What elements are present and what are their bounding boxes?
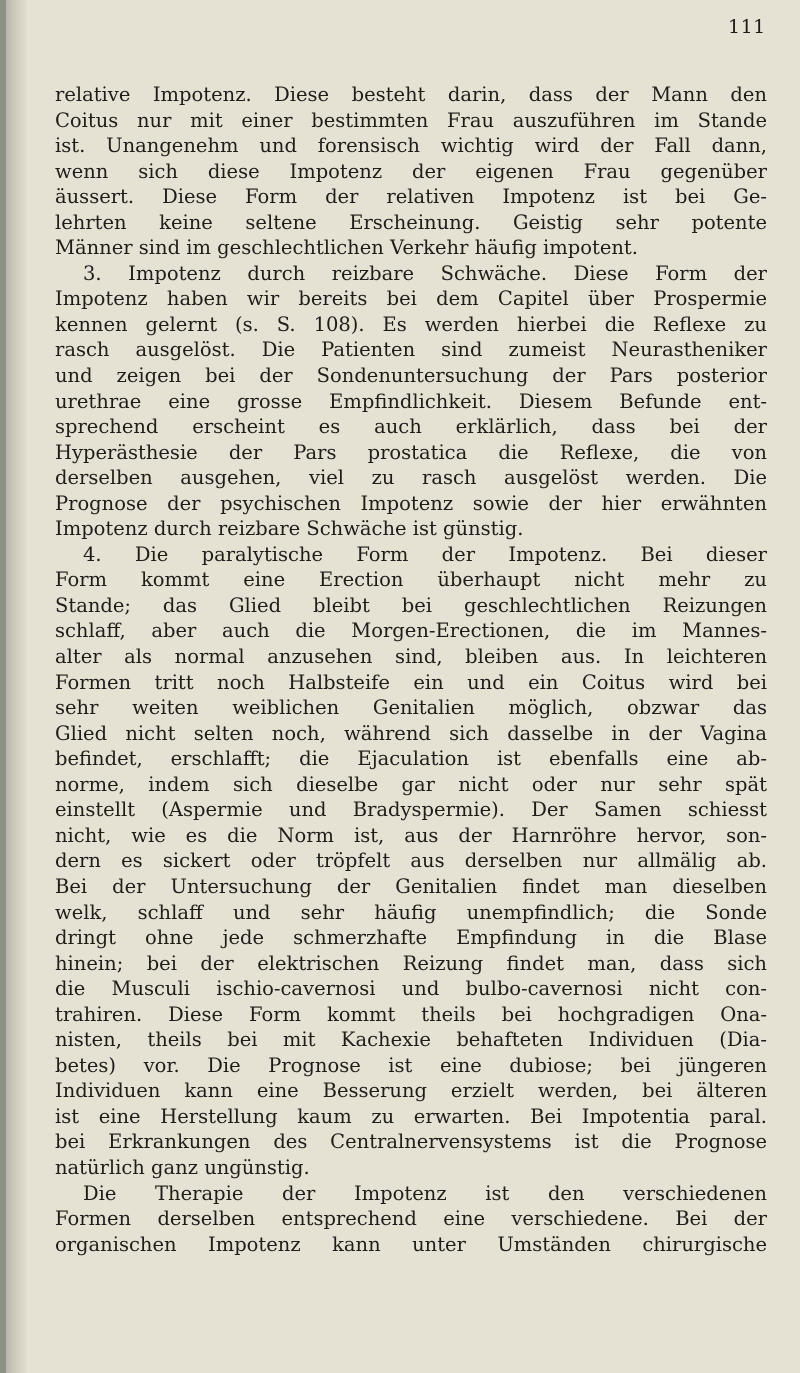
page-number: 111 [728,16,766,38]
text-line: 3. Impotenz durch reizbare Schwäche. Diese Form der [83,261,767,285]
text-line: ist eine Herstellung kaum zu erwarten. Bei Impotentia paral. [55,1104,767,1128]
text-line: Stande; das Glied bleibt bei geschlechtlichen Reizungen [55,593,767,617]
text-line: Die Therapie der Impotenz ist den verschiedenen [83,1181,767,1205]
text-line: nicht, wie es die Norm ist, aus der Harnröhre hervor, son- [55,823,767,847]
text-line: rasch ausgelöst. Die Patienten sind zumeist Neurastheniker [55,338,767,362]
text-line: Individuen kann eine Besserung erzielt werden, bei älteren [55,1079,767,1103]
text-line: organischen Impotenz kann unter Umständen chirurgische [55,1232,767,1256]
text-line: hinein; bei der elektrischen Reizung findet man, dass sich [55,951,767,975]
text-line: derselben ausgehen, viel zu rasch ausgelöst werden. Die [55,466,767,490]
text-line: dringt ohne jede schmerzhafte Empfindung in die Blase [55,926,767,950]
text-line: befindet, erschlafft; die Ejaculation ist ebenfalls eine ab- [55,747,767,771]
body-text [55,82,767,1257]
page-edge [0,0,6,1373]
text-line: Glied nicht selten noch, während sich dasselbe in der Vagina [55,721,767,745]
text-line: Form kommt eine Erection überhaupt nicht mehr zu [55,568,767,592]
text-line: bei Erkrankungen des Centralnervensystems ist die Prognose [55,1130,767,1154]
text-line: sehr weiten weiblichen Genitalien möglich, obzwar das [55,696,767,720]
text-line: 4. Die paralytische Form der Impotenz. Bei dieser [83,542,767,566]
text-line: Impotenz durch reizbare Schwäche ist günstig. [55,517,524,541]
text-line: Prognose der psychischen Impotenz sowie der hier erwähnten [55,491,767,515]
text-line: Coitus nur mit einer bestimmten Frau auszuführen im Stande [55,108,767,132]
text-line: trahiren. Diese Form kommt theils bei hochgradigen Ona- [55,1002,767,1026]
text-line: Formen tritt noch Halbsteife ein und ein Coitus wird bei [55,670,767,694]
text-line: Männer sind im geschlechtlichen Verkehr häufig impotent. [55,236,638,260]
text-line: urethrae eine grosse Empfindlichkeit. Diesem Befunde ent- [55,389,767,413]
text-line: ist. Unangenehm und forensisch wichtig wird der Fall dann, [55,134,767,158]
text-line: Bei der Untersuchung der Genitalien findet man dieselben [55,874,767,898]
text-line: die Musculi ischio-cavernosi und bulbo-cavernosi nicht con- [55,977,767,1001]
text-line: und zeigen bei der Sondenuntersuchung der Pars posterior [55,364,767,388]
text-line: norme, indem sich dieselbe gar nicht oder nur sehr spät [55,772,767,796]
text-line: Formen derselben entsprechend eine verschiedene. Bei der [55,1207,767,1231]
text-line: welk, schlaff und sehr häufig unempfindlich; die Sonde [55,900,767,924]
text-line: Hyperästhesie der Pars prostatica die Reflexe, die von [55,440,767,464]
text-line: Impotenz haben wir bereits bei dem Capitel über Prospermie [55,287,767,311]
text-line: einstellt (Aspermie und Bradyspermie). Der Samen schiesst [55,798,767,822]
text-line: relative Impotenz. Diese besteht darin, dass der Mann den [55,83,767,106]
text-line: nisten, theils bei mit Kachexie behafteten Individuen (Dia- [55,1028,767,1052]
text-line: schlaff, aber auch die Morgen-Erectionen, die im Mannes- [55,619,767,643]
text-line: natürlich ganz ungünstig. [55,1155,310,1179]
text-line: wenn sich diese Impotenz der eigenen Frau gegenüber [55,159,767,183]
text-line: sprechend erscheint es auch erklärlich, dass bei der [55,415,767,439]
text-line: betes) vor. Die Prognose ist eine dubiose; bei jüngeren [55,1053,767,1077]
text-line: äussert. Diese Form der relativen Impotenz ist bei Ge- [55,185,767,209]
text-line: kennen gelernt (s. S. 108). Es werden hierbei die Reflexe zu [55,312,767,336]
text-line: dern es sickert oder tröpfelt aus derselben nur allmälig ab. [55,849,767,873]
text-line: lehrten keine seltene Erscheinung. Geistig sehr potente [55,210,767,234]
text-line: alter als normal anzusehen sind, bleiben aus. In leichteren [55,645,767,669]
